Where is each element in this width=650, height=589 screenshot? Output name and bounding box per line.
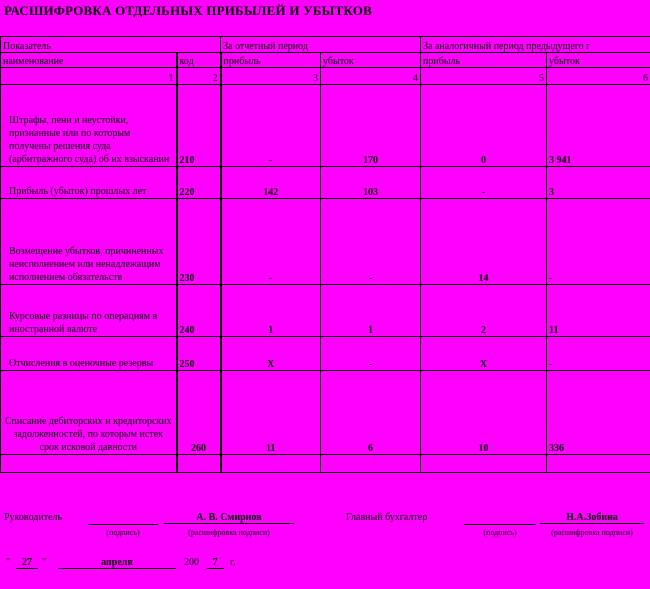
row-prev-profit: 10 [421,371,547,455]
empty-cell [177,455,221,473]
header-row-1 [1,37,650,53]
row-cur-profit: 142 [221,167,321,199]
row-cur-loss: 6 [321,371,421,455]
chief-accountant-label: Главный бухгалтер [346,512,428,523]
chief-accountant-name: Н.А.Зобина [540,512,644,524]
row-name: Отчисления в оценочные резервы [1,337,177,371]
date-quote-open: " [6,557,11,568]
table-row [1,285,650,337]
col-number-5: 5 [421,68,547,85]
row-code: 230 [177,199,221,285]
row-prev-loss: 336 [547,371,650,455]
row-cur-profit: - [221,85,321,167]
row-cur-profit: X [221,337,321,371]
row-name: Курсовые разницы по операциям в иностранной валюте [1,285,177,337]
header-code: код [177,53,221,68]
empty-row [1,455,650,473]
row-cur-loss: 170 [321,85,421,167]
row-code: 240 [177,285,221,337]
header-indicator: Показатель [1,37,221,53]
col-number-1: 1 [1,68,177,85]
head-signature-line [88,512,158,525]
date-quote-close: " [42,557,47,568]
row-cur-loss: 103 [321,167,421,199]
row-name: Прибыль (убыток) прошлых лет [1,167,177,199]
table-row [1,85,650,167]
row-code: 220 [177,167,221,199]
table-row [1,371,650,455]
col-number-2: 2 [177,68,221,85]
date-year-unit: г. [230,557,236,568]
row-code: 250 [177,337,221,371]
chief-accountant-signature-line [464,512,536,525]
header-current-period: За отчетный период [221,37,421,53]
table-row [1,199,650,285]
chief-accountant-signature-caption: (подпись) [483,528,517,537]
empty-cell [1,455,177,473]
date-year-prefix: 200 [184,557,199,568]
column-numbers-row [1,68,650,85]
row-prev-profit: - [421,167,547,199]
row-name: Возмещение убытков, причиненных неисполнением или ненадлежащим исполнением обязательств [1,199,177,285]
header-cur-loss: убыток [321,53,421,68]
row-name: Штрафы, пени и неустойки, признанные или по которым получены решения суда (арбитражного суда) об их взыскании [1,85,177,167]
table-row [1,167,650,199]
empty-cell [321,455,421,473]
row-prev-profit: 2 [421,285,547,337]
row-code: 210 [177,85,221,167]
row-cur-loss: - [321,199,421,285]
col-number-4: 4 [321,68,421,85]
table-row [1,337,650,371]
head-name: А. В. Смирнов [164,512,294,524]
header-cur-profit: прибыль [221,53,321,68]
row-prev-loss: - [547,337,650,371]
row-cur-loss: - [321,337,421,371]
row-prev-profit: 0 [421,85,547,167]
row-cur-loss: 1 [321,285,421,337]
head-transcript-caption: (расшифровка подписи) [188,528,270,537]
row-code: 260 [177,371,221,455]
row-prev-profit: X [421,337,547,371]
header-row-2 [1,53,650,68]
row-cur-profit: 1 [221,285,321,337]
profit-loss-table [0,36,650,473]
row-name: Списание дебиторских и кредиторских задолженностей, по которым истек срок исковой давности [1,371,177,455]
row-cur-profit: - [221,199,321,285]
header-prev-profit: прибыль [421,53,547,68]
head-signature-label: Руководитель [4,512,63,523]
row-prev-loss: 11 [547,285,650,337]
empty-cell [421,455,547,473]
page-title: РАСШИФРОВКА ОТДЕЛЬНЫХ ПРИБЫЛЕЙ И УБЫТКОВ [4,3,372,18]
date-day: 27 [16,557,38,569]
row-prev-loss: 3 941 [547,85,650,167]
row-prev-profit: 14 [421,199,547,285]
date-month: апреля [58,557,176,569]
empty-cell [547,455,650,473]
empty-cell [221,455,321,473]
row-cur-profit: 11 [221,371,321,455]
date-year-suffix: 7 [206,557,224,569]
header-previous-period: За аналогичный период предыдущего г [421,37,650,53]
head-signature-caption: (подпись) [106,528,140,537]
chief-accountant-transcript-caption: (расшифровка подписи) [551,528,633,537]
col-number-3: 3 [221,68,321,85]
row-prev-loss: - [547,199,650,285]
header-name: наименование [1,53,177,68]
col-number-6: 6 [547,68,650,85]
header-prev-loss: убыток [547,53,650,68]
row-prev-loss: 3 [547,167,650,199]
